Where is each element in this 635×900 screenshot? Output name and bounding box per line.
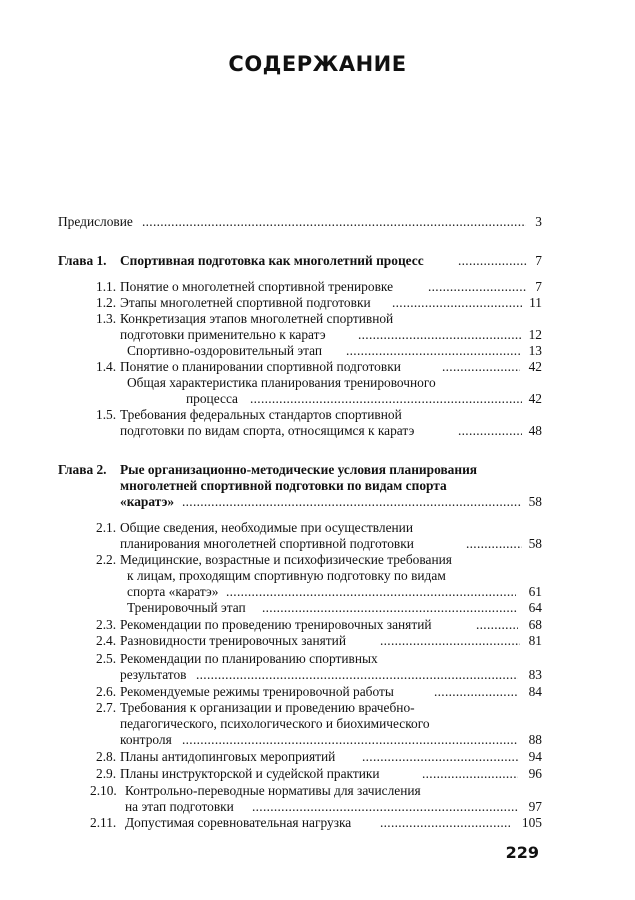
toc-label-line-2: подготовки по видам спорта, относящимся к каратэ [120,423,415,438]
toc-label-line-3: контроля [120,732,172,747]
toc-label-line-2: на этап подготовки [125,799,234,814]
toc-number: 2.1. [96,520,117,535]
toc-label-line-1: Требования к организации и проведению врачебно- [120,700,415,715]
toc-page: 11 [529,295,542,310]
toc-leader [442,359,520,375]
toc-page: 97 [528,799,542,814]
toc-page: 84 [528,684,542,699]
toc-label-line-3: спорта «каратэ» [127,584,219,599]
toc-leader [182,732,518,748]
toc-leader [196,667,518,683]
toc-number: 1.1. [96,279,117,294]
toc-label-line-2: подготовки применительно к каратэ [120,327,326,342]
toc-page: 88 [528,732,542,747]
toc-leader [226,584,516,600]
toc-page: 48 [528,423,542,438]
toc-leader [142,214,526,230]
toc-label: Планы антидопинговых мероприятий [120,749,336,764]
toc-label-line-1: Рекомендации по планированию спортивных [120,651,378,666]
toc-page: 12 [528,327,542,342]
toc-label-line-1: Рые организационно-методические условия планирования [120,462,478,477]
toc-page: 83 [528,667,542,682]
toc-leader [346,343,522,359]
toc-page: 64 [528,600,542,615]
toc-label-line-1: Медицинские, возрастные и психофизические требования [120,552,452,567]
toc-page: 81 [528,633,542,648]
toc-number: 2.11. [90,815,117,830]
page-title: СОДЕРЖАНИЕ [228,52,407,76]
toc-number: 1.5. [96,407,117,422]
toc-label: Тренировочный этап [127,600,246,615]
toc-leader [358,327,522,343]
toc-leader [434,684,518,700]
toc-leader [392,295,522,311]
toc-label-line-2: процесса [186,391,238,406]
toc-label: Допустимая соревновательная нагрузка [125,815,352,830]
toc-label-line-2: результатов [120,667,187,682]
toc-page: 3 [535,214,542,229]
toc-number: 2.6. [96,684,117,699]
toc-leader [262,600,518,616]
toc-page: 94 [528,749,542,764]
toc-label: Планы инструкторской и судейской практики [120,766,380,781]
toc-page: 68 [528,617,542,632]
toc-number: Глава 2. [58,462,107,477]
toc-page: 105 [521,815,542,830]
toc-label: Спортивно-оздоровительный этап [127,343,323,358]
toc-number: 1.2. [96,295,117,310]
toc-page: 7 [535,279,542,294]
toc-leader [362,749,518,765]
toc-number: 1.4. [96,359,117,374]
toc-label: Понятие о планировании спортивной подготовки [120,359,401,374]
toc-label-line-1: Контрольно-переводные нормативы для зачисления [125,783,421,798]
toc-label-line-1: Общая характеристика планирования тренировочного [127,375,436,390]
toc-number: 1.3. [96,311,117,326]
toc-label-line-3: «каратэ» [120,494,175,509]
toc-label-line-2: многолетней спортивной подготовки по видам спорта [120,478,447,493]
toc-label-line-1: Конкретизация этапов многолетней спортивной [120,311,394,326]
toc-label: Рекомендуемые режимы тренировочной работы [120,684,394,699]
toc-number: 2.10. [90,783,117,798]
toc-page: 42 [528,359,542,374]
toc-number: 2.7. [96,700,117,715]
toc-label: Спортивная подготовка как многолетний процесс [120,253,424,268]
toc-label-line-1: Общие сведения, необходимые при осуществлении [120,520,414,535]
toc-label-line-2: к лицам, проходящим спортивную подготовку по видам [127,568,446,583]
toc-label: Разновидности тренировочных занятий [120,633,346,648]
toc-number: 2.3. [96,617,117,632]
toc-page: 42 [528,391,542,406]
toc-leader [182,494,522,510]
toc-page: 7 [535,253,542,268]
toc-number: Глава 1. [58,253,107,268]
toc-label-line-2: педагогического, психологического и биохимического [120,716,430,731]
toc-number: 2.9. [96,766,117,781]
toc-number: 2.2. [96,552,117,567]
toc-label-line-1: Требования федеральных стандартов спортивной [120,407,402,422]
toc-number: 2.4. [96,633,117,648]
toc-leader [380,633,520,649]
toc-label: Предисловие [58,214,133,229]
toc-label-line-2: планирования многолетней спортивной подготовки [120,536,414,551]
toc-leader [250,391,522,407]
toc-label: Рекомендации по проведению тренировочных занятий [120,617,432,632]
toc-number: 2.8. [96,749,117,764]
toc-page: 96 [528,766,542,781]
toc-label: Этапы многолетней спортивной подготовки [120,295,371,310]
toc-page: 13 [528,343,542,358]
toc-page: 61 [528,584,542,599]
toc-label: Понятие о многолетней спортивной тренировке [120,279,394,294]
toc-page: 58 [528,494,542,509]
toc-leader [252,799,518,815]
toc-page: 58 [528,536,542,551]
toc-number: 2.5. [96,651,117,666]
page-number: 229 [505,843,539,862]
toc-leader [422,766,518,782]
toc-leader [380,815,510,831]
